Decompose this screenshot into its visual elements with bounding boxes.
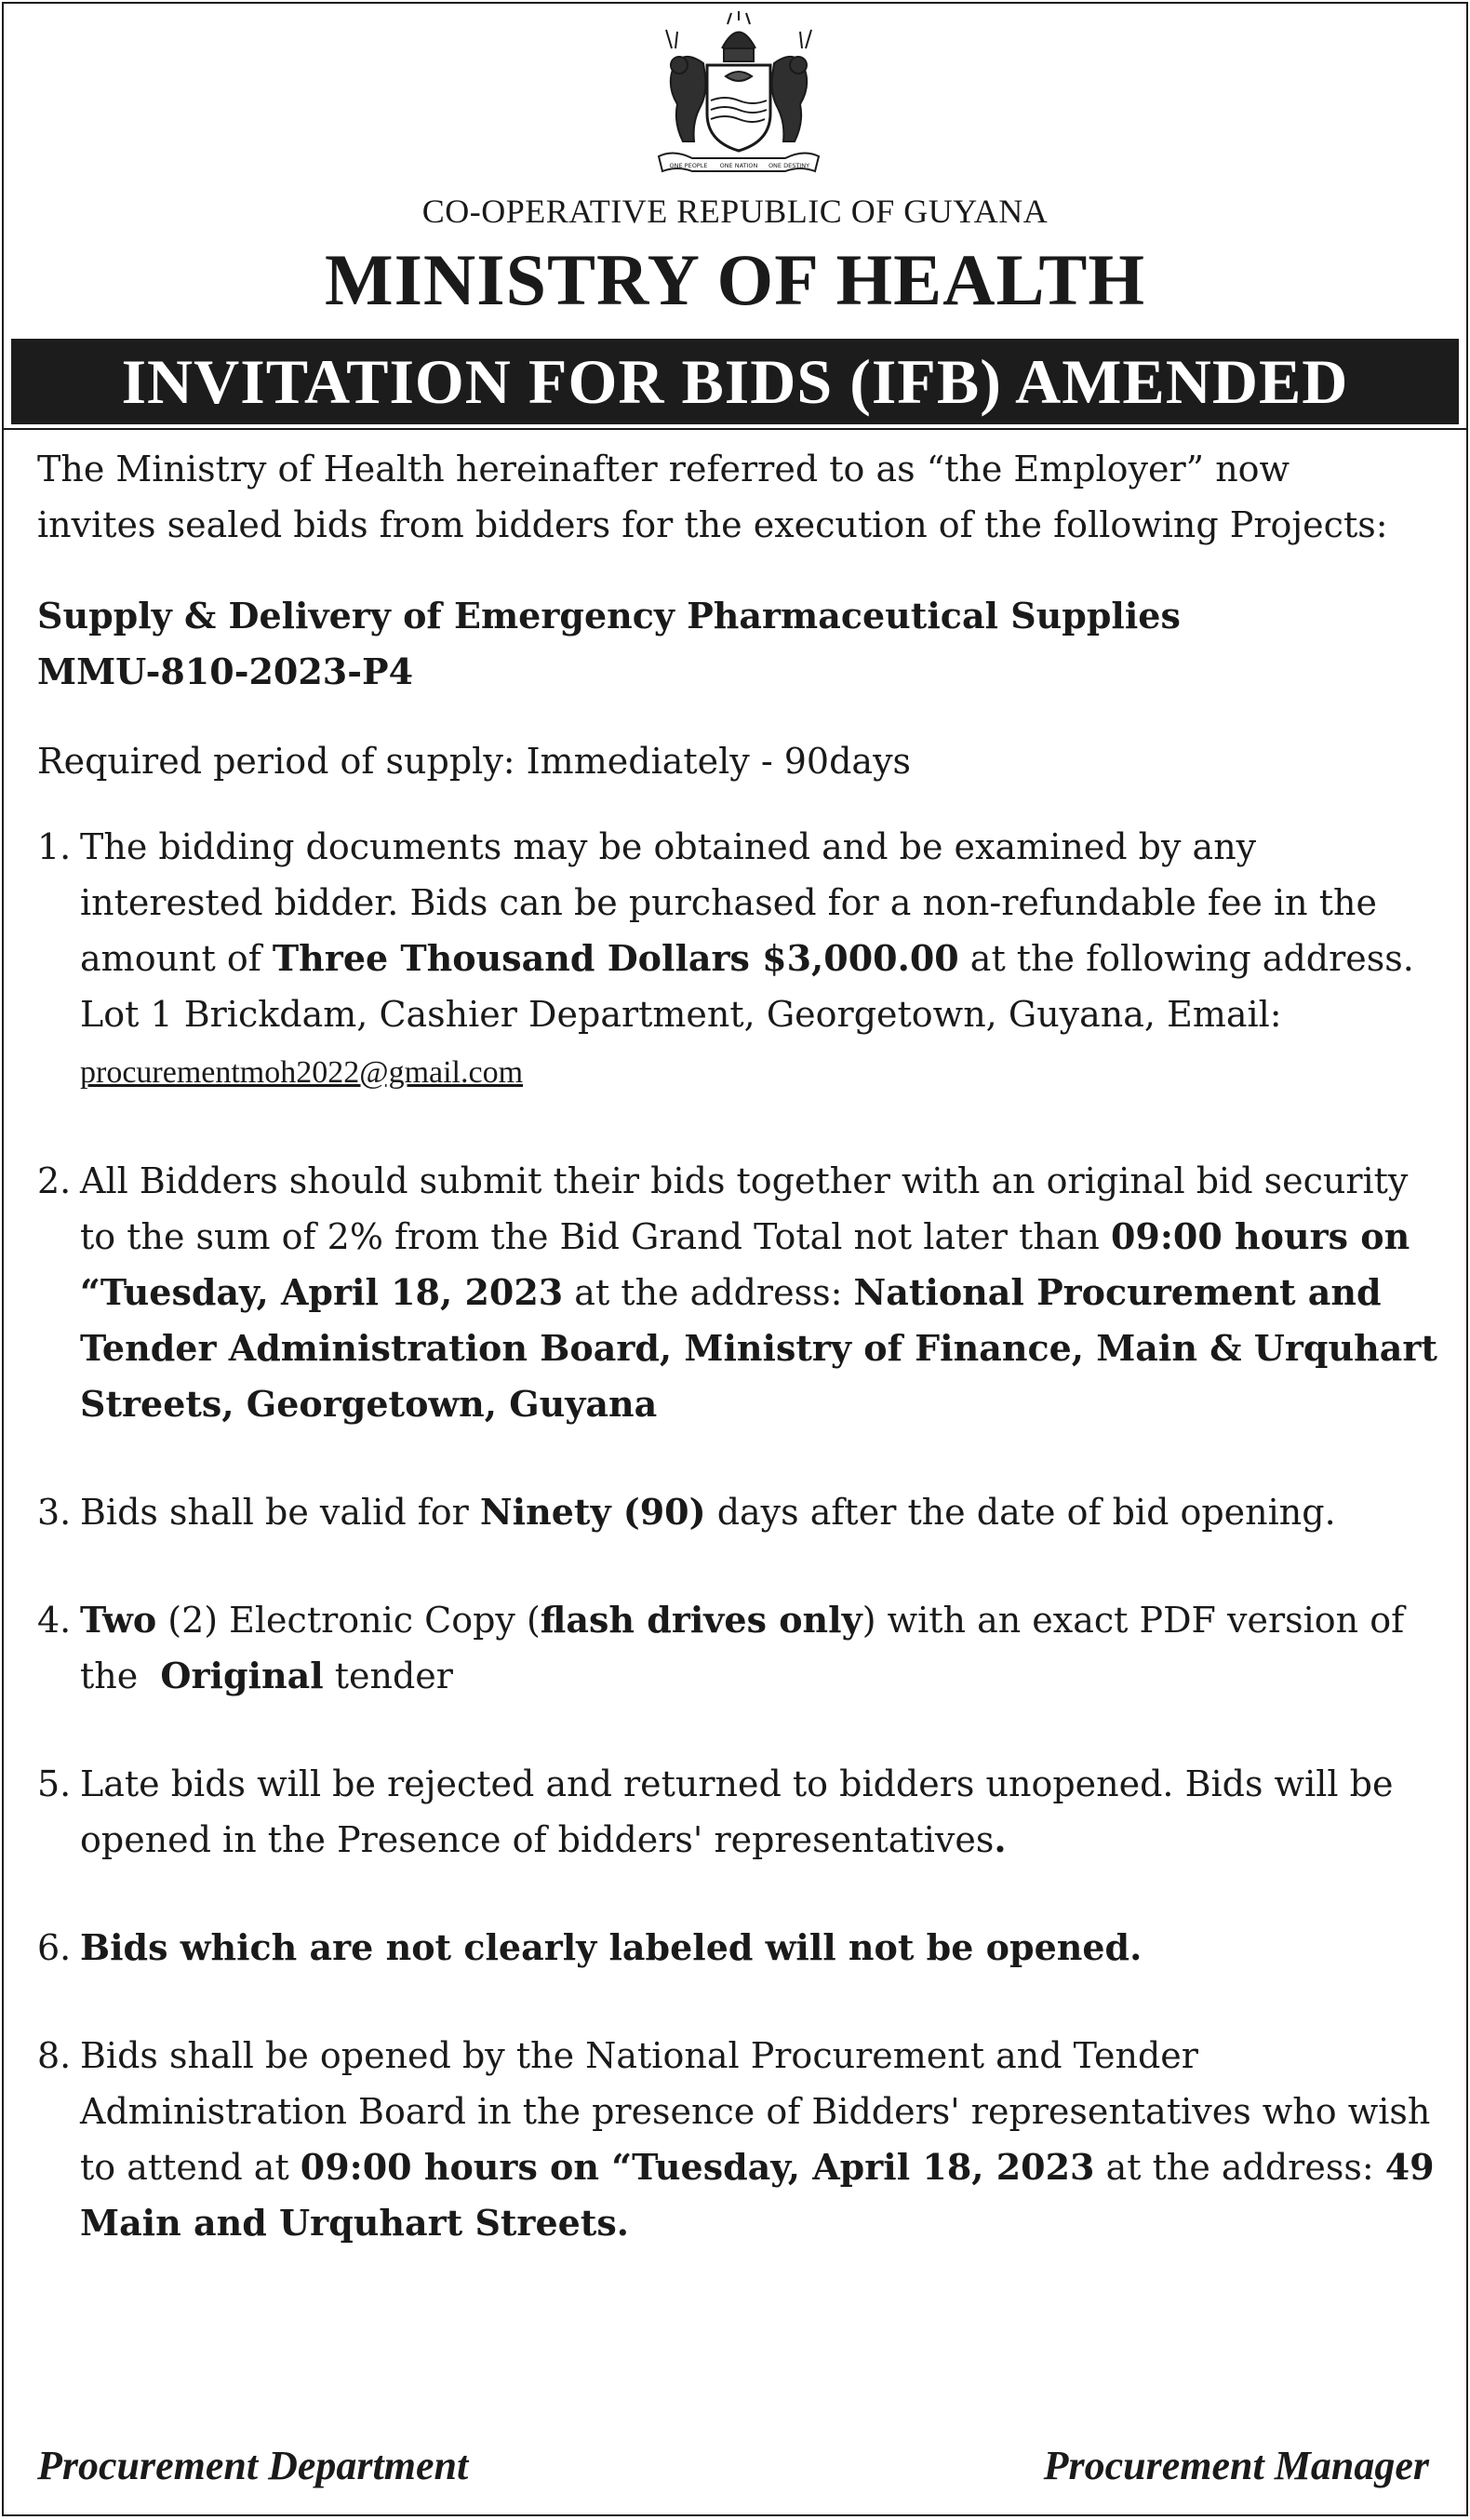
ministry-title: MINISTRY OF HEALTH [324, 239, 1146, 320]
project-code: MMU-810-2023-P4 [37, 650, 414, 692]
item-number: 3. [37, 1492, 72, 1533]
project-title: Supply & Delivery of Emergency Pharmaceutical Supplies [37, 595, 1181, 637]
list-item [37, 819, 1448, 1101]
notice-body [37, 441, 1448, 2303]
item-text: All Bidders should submit their bids together with an original bid security to the sum of 2% from the Bid Grand Total not later than 09:00 hours on “Tuesday, April 18, 2023 at the address: National Procurement and Tender Administration Board, Ministry of Finance, Main & Urquhart Streets, Georgetown, Guyana [80, 1160, 1437, 1425]
item-text: Two (2) Electronic Copy (flash drives only) with an exact PDF version of the Original tender [80, 1599, 1405, 1696]
item-number: 4. [37, 1600, 72, 1641]
list-item [37, 1484, 1448, 1540]
motto-one-people: ONE PEOPLE [669, 162, 708, 169]
motto-one-nation: ONE NATION [719, 162, 758, 169]
footer-department: Procurement Department [37, 2443, 469, 2488]
item-text: The bidding documents may be obtained and be examined by any interested bidder. Bids can be purchased for a non-refundable fee in the amount of Three Thousand Dollars $3,000.00 at the following address. Lot 1 Brickdam, Cashier Department, Georgetown, Guyana, Email: procurementmoh2022@gmail.com [80, 826, 1414, 1090]
intro-line-1: The Ministry of Health hereinafter referred to as “the Employer” now [37, 449, 1290, 489]
project-heading [37, 588, 1448, 700]
list-item [37, 1920, 1448, 1976]
country-name: CO-OPERATIVE REPUBLIC OF GUYANA [421, 193, 1049, 230]
guyana-coat-of-arms-icon [646, 11, 832, 179]
intro-paragraph [37, 441, 1448, 553]
notice-page [2, 2, 1468, 2516]
item-number: 8. [37, 2035, 72, 2076]
item-text: Late bids will be rejected and returned to bidders unopened. Bids will be opened in the Presence of bidders' representatives. [80, 1763, 1394, 1860]
motto-one-destiny: ONE DESTINY [768, 162, 810, 169]
item-number: 1. [37, 826, 72, 867]
list-item [37, 2028, 1448, 2251]
list-item [37, 1592, 1448, 1704]
list-item [37, 1756, 1448, 1868]
list-item [37, 1153, 1448, 1432]
item-text: Bids shall be valid for Ninety (90) days after the date of bid opening. [80, 1491, 1336, 1533]
notice-banner [11, 339, 1459, 424]
signature-footer [37, 2442, 1429, 2489]
item-text: Bids which are not clearly labeled will not be opened. [80, 1926, 1143, 1968]
footer-manager: Procurement Manager [1043, 2443, 1429, 2488]
item-text: Bids shall be opened by the National Procurement and Tender Administration Board in the presence of Bidders' representatives who wish to attend at 09:00 hours on “Tuesday, April 18, 2023 at the address: 49 Main and Urquhart Streets. [80, 2035, 1435, 2244]
banner-text: INVITATION FOR BIDS (IFB) AMENDED [121, 345, 1349, 417]
item-number: 6. [37, 1927, 72, 1968]
conditions-list [37, 819, 1448, 2251]
divider [4, 428, 1466, 430]
item-number: 5. [37, 1763, 72, 1804]
intro-line-2: invites sealed bids from bidders for the execution of the following Projects: [37, 504, 1388, 545]
supply-period: Required period of supply: Immediately - 90days [37, 741, 912, 782]
email-link[interactable]: procurementmoh2022@gmail.com [80, 1055, 524, 1090]
item-number: 2. [37, 1160, 72, 1201]
